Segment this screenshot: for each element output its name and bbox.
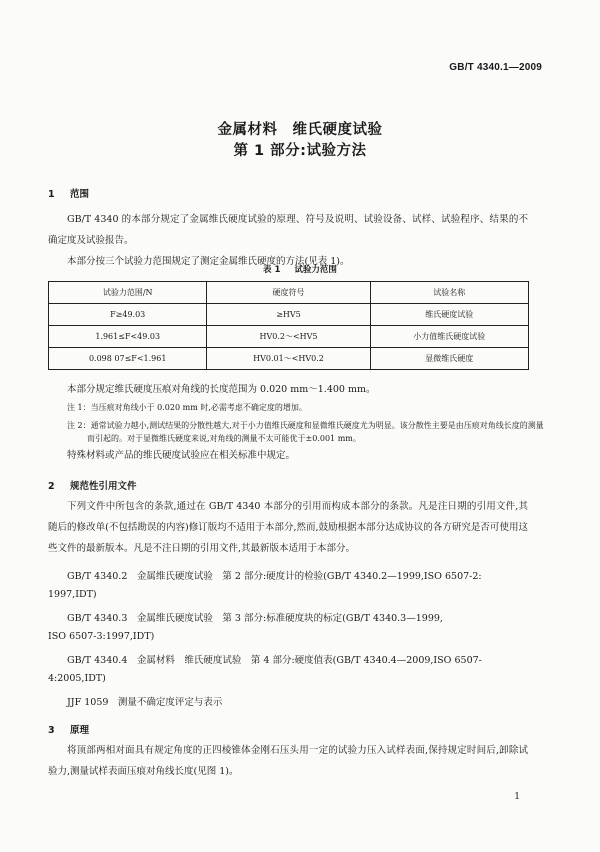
table-row <box>49 326 529 348</box>
reference-item-continuation: 1997,IDT) <box>48 589 97 600</box>
table-header-row <box>49 282 529 304</box>
reference-item-continuation: ISO 6507-3:1997,IDT) <box>48 631 155 642</box>
section-3-heading <box>48 722 89 736</box>
section-2-heading <box>48 478 137 492</box>
reference-item: JJF 1059 测量不确定度评定与表示 <box>67 697 223 708</box>
reference-item: GB/T 4340.2 金属维氏硬度试验 第 2 部分:硬度计的检验(GB/T 4340.2—1999,ISO 6507-2: <box>67 571 482 582</box>
note-2: 注 2：通常试验力越小,测试结果的分散性越大,对于小力值维氏硬度和显微维氏硬度尤为明显。该分散性主要是由压痕对角线长度的测量而引起的。对于显微维氏硬度来说,对角线的测量不太可能优于±0.001 mm。 <box>67 421 544 443</box>
note-1: 注 1：当压痕对角线小于 0.020 mm 时,必需考虑不确定度的增加。 <box>67 403 307 412</box>
section-1-paragraph-1: GB/T 4340 的本部分规定了金属维氏硬度试验的原理、符号及说明、试验设备、试样、试验程序、结果的不确定度及试验报告。 <box>48 214 528 246</box>
reference-item: GB/T 4340.4 金属材料 维氏硬度试验 第 4 部分:硬度值表(GB/T 4340.4—2009,ISO 6507- <box>67 655 482 666</box>
reference-item-continuation: 4:2005,IDT) <box>48 673 106 684</box>
table-header-cell: 试验力范围/N <box>49 282 207 304</box>
reference-item: GB/T 4340.3 金属维氏硬度试验 第 3 部分:标准硬度块的标定(GB/T 4340.3—1999, <box>67 613 443 624</box>
document-title: 金属材料 维氏硬度试验 <box>217 122 383 138</box>
table-cell: HV0.2～<HV5 <box>207 326 370 348</box>
standard-number: GB/T 4340.1—2009 <box>449 62 542 73</box>
section-2-intro: 下列文件中所包含的条款,通过在 GB/T 4340 本部分的引用而构成本部分的条款。凡是注日期的引用文件,其随后的修改单(不包括勘误的内容)修订版均不适用于本部分,然而,鼓励根据本部分达成协议的各方研究是否可使用这些文件的最新版本。凡是不注日期的引用文件,其最新版本适用于本部分。 <box>48 501 528 554</box>
table-cell: 显微维氏硬度 <box>370 348 528 370</box>
table-cell: 0.098 07≤F<1.961 <box>49 348 207 370</box>
table-cell: F≥49.03 <box>49 304 207 326</box>
table-label: 表 1 <box>263 265 281 275</box>
section-1-paragraph-2: 本部分按三个试验力范围规定了测定金属维氏硬度的方法(见表 1)。 <box>67 256 350 267</box>
table-caption-text: 试验力范围 <box>294 265 337 275</box>
document-subtitle: 第 1 部分:试验方法 <box>233 143 367 159</box>
section-number: 2 <box>48 481 55 492</box>
table-header-cell: 硬度符号 <box>207 282 370 304</box>
section-number: 1 <box>48 189 55 200</box>
table-cell: ≥HV5 <box>207 304 370 326</box>
table-row <box>49 304 529 326</box>
table-cell: 维氏硬度试验 <box>370 304 528 326</box>
section-title: 规范性引用文件 <box>70 481 137 492</box>
section-number: 3 <box>48 725 55 736</box>
table-row <box>49 348 529 370</box>
table-cell: HV0.01～<HV0.2 <box>207 348 370 370</box>
special-materials-paragraph: 特殊材料或产品的维氏硬度试验应在相关标准中规定。 <box>67 450 296 461</box>
page-number: 1 <box>514 792 520 802</box>
table-cell: 1.961≤F<49.03 <box>49 326 207 348</box>
diagonal-range-paragraph: 本部分规定维氏硬度压痕对角线的长度范围为 0.020 mm～1.400 mm。 <box>67 384 376 395</box>
table-cell: 小力值维氏硬度试验 <box>370 326 528 348</box>
table-caption <box>0 263 600 275</box>
section-3-paragraph: 将顶部两相对面具有规定角度的正四棱锥体金刚石压头用一定的试验力压入试样表面,保持规定时间后,卸除试验力,测量试样表面压痕对角线长度(见图 1)。 <box>48 745 528 777</box>
section-title: 原理 <box>70 725 90 736</box>
section-title: 范围 <box>70 189 90 200</box>
section-1-heading <box>48 186 89 200</box>
table-header-cell: 试验名称 <box>370 282 528 304</box>
test-force-range-table <box>48 281 529 370</box>
